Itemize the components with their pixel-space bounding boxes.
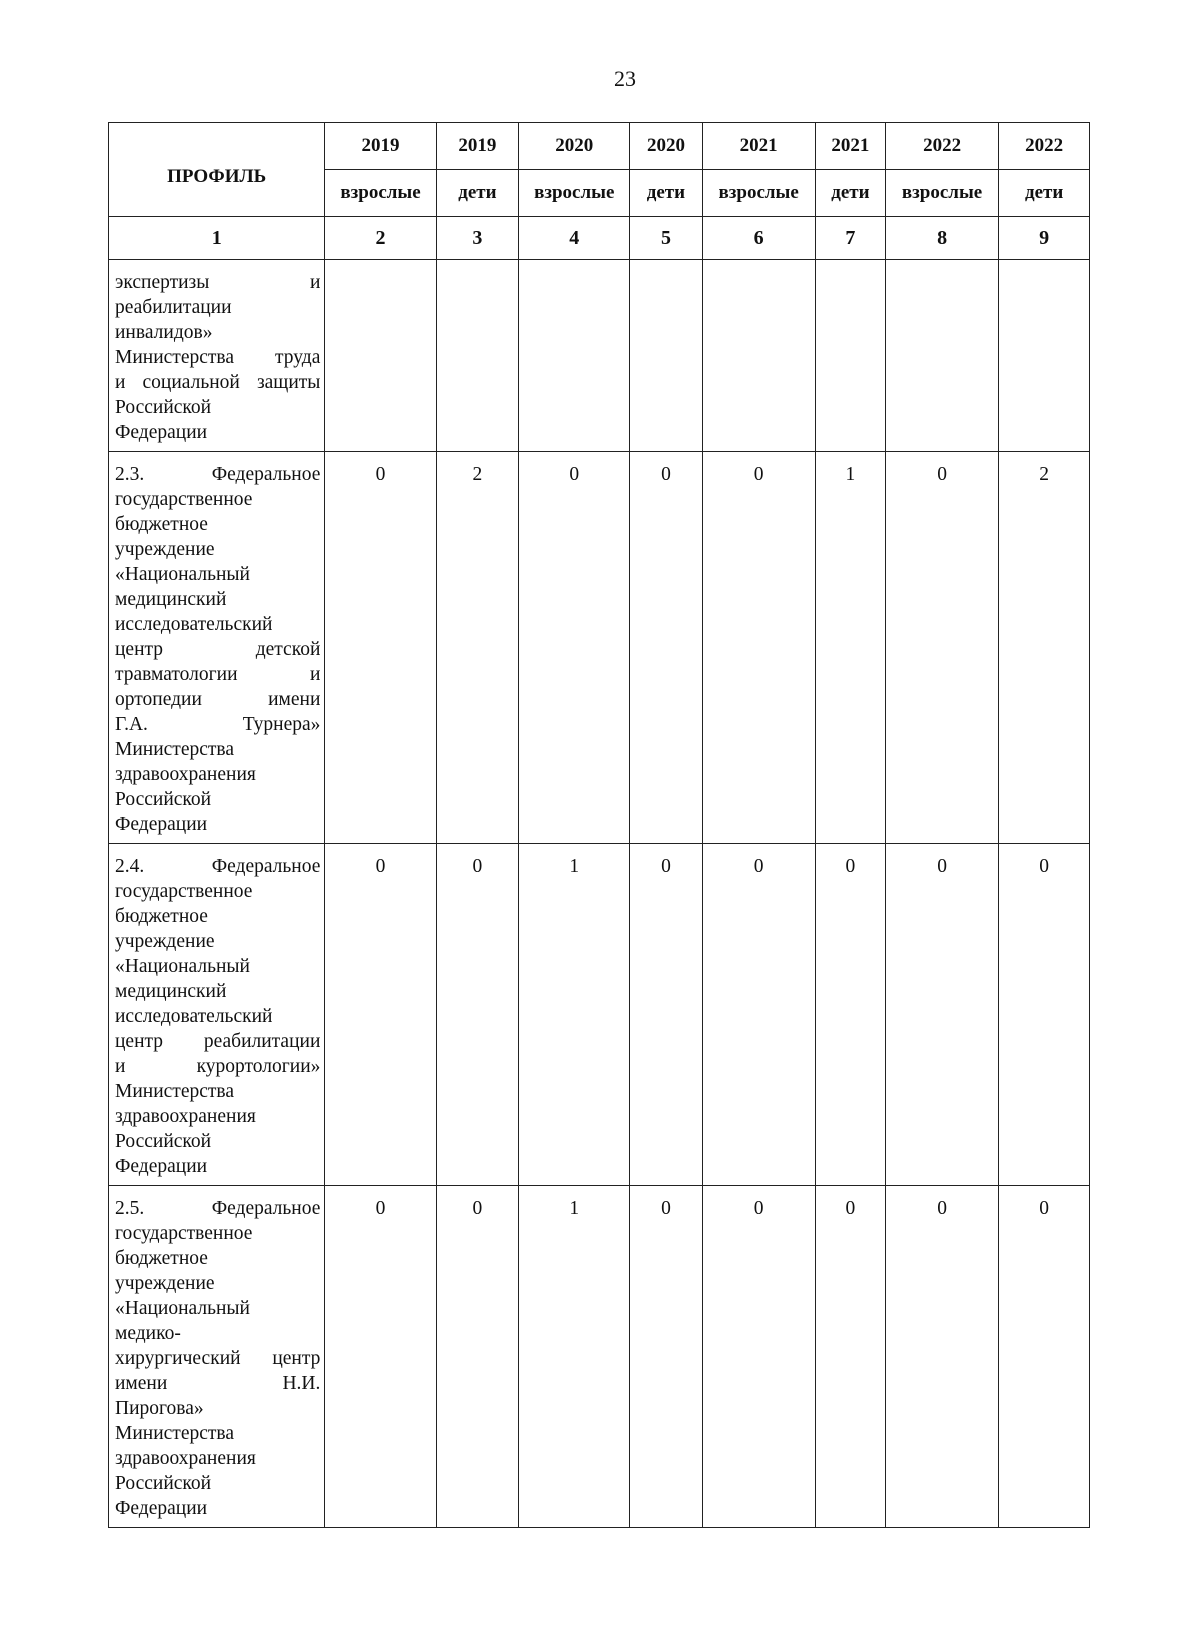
name-line: Российской [115, 789, 212, 810]
value-cell: 0 [325, 844, 436, 1186]
value-cell [325, 260, 436, 452]
year-header: 2020 [630, 123, 702, 170]
column-number: 8 [885, 217, 998, 260]
institution-name [109, 452, 325, 844]
name-line: учреждение [115, 931, 215, 952]
name-line: Г.А. Турнера» [115, 714, 321, 735]
value-cell: 0 [325, 452, 436, 844]
value-cell: 0 [436, 844, 518, 1186]
column-number: 5 [630, 217, 702, 260]
name-line: Министерства труда [115, 347, 321, 368]
value-cell: 2 [436, 452, 518, 844]
year-header: 2019 [436, 123, 518, 170]
year-header-row [109, 123, 1090, 170]
name-line: здравоохранения [115, 1448, 256, 1469]
age-header: взрослые [702, 170, 815, 217]
name-line: медицинский [115, 981, 227, 1002]
name-line: Российской [115, 1473, 212, 1494]
value-cell: 0 [630, 1186, 702, 1528]
name-line: учреждение [115, 1273, 215, 1294]
name-line: Федерации [115, 422, 208, 443]
year-header: 2022 [885, 123, 998, 170]
name-line: имени Н.И. [115, 1373, 321, 1394]
value-cell: 0 [815, 1186, 885, 1528]
value-cell: 0 [702, 1186, 815, 1528]
age-header: дети [815, 170, 885, 217]
year-header: 2021 [815, 123, 885, 170]
value-cell [436, 260, 518, 452]
name-line: государственное [115, 881, 253, 902]
table-row [109, 1186, 1090, 1528]
value-cell [999, 260, 1090, 452]
value-cell: 2 [999, 452, 1090, 844]
value-cell: 0 [702, 844, 815, 1186]
name-line: медико- [115, 1323, 181, 1344]
column-number: 6 [702, 217, 815, 260]
name-line: Министерства [115, 739, 235, 760]
value-cell: 0 [885, 1186, 998, 1528]
name-line: 2.3. Федеральное [115, 464, 321, 485]
name-line: экспертизы и [115, 272, 321, 293]
name-line: ортопедии имени [115, 689, 321, 710]
value-cell: 0 [630, 844, 702, 1186]
value-cell [519, 260, 630, 452]
value-cell: 1 [815, 452, 885, 844]
name-line: травматологии и [115, 664, 321, 685]
name-line: Министерства [115, 1081, 235, 1102]
name-line: бюджетное [115, 906, 208, 927]
value-cell: 0 [999, 1186, 1090, 1528]
column-number: 3 [436, 217, 518, 260]
table-row [109, 260, 1090, 452]
value-cell [885, 260, 998, 452]
name-line: центр реабилитации [115, 1031, 321, 1052]
name-line: здравоохранения [115, 1106, 256, 1127]
table-body [109, 260, 1090, 1528]
value-cell: 0 [325, 1186, 436, 1528]
value-cell: 0 [630, 452, 702, 844]
name-line: 2.5. Федеральное [115, 1198, 321, 1219]
column-number: 7 [815, 217, 885, 260]
name-line: 2.4. Федеральное [115, 856, 321, 877]
name-line: исследовательский [115, 1006, 273, 1027]
age-header: взрослые [325, 170, 436, 217]
page-number: 23 [614, 66, 636, 91]
column-number: 1 [109, 217, 325, 260]
value-cell: 0 [999, 844, 1090, 1186]
name-line: Пирогова» [115, 1398, 204, 1419]
value-cell: 0 [885, 844, 998, 1186]
name-line: исследовательский [115, 614, 273, 635]
name-line: медицинский [115, 589, 227, 610]
value-cell: 0 [702, 452, 815, 844]
profile-header: ПРОФИЛЬ [109, 123, 325, 217]
column-number: 9 [999, 217, 1090, 260]
year-header: 2022 [999, 123, 1090, 170]
age-header: дети [436, 170, 518, 217]
column-number: 4 [519, 217, 630, 260]
name-line: учреждение [115, 539, 215, 560]
data-table [108, 122, 1090, 1528]
name-line: Российской [115, 1131, 212, 1152]
table-row [109, 452, 1090, 844]
name-line: Федерации [115, 1498, 208, 1519]
name-line: здравоохранения [115, 764, 256, 785]
name-line: «Национальный [115, 956, 250, 977]
name-line: центр детской [115, 639, 321, 660]
value-cell: 0 [815, 844, 885, 1186]
name-line: Российской [115, 397, 212, 418]
age-header: взрослые [885, 170, 998, 217]
value-cell [702, 260, 815, 452]
name-line: хирургический центр [115, 1348, 321, 1369]
name-line: государственное [115, 489, 253, 510]
name-line: реабилитации [115, 297, 232, 318]
year-header: 2020 [519, 123, 630, 170]
institution-name [109, 1186, 325, 1528]
year-header: 2021 [702, 123, 815, 170]
name-line: государственное [115, 1223, 253, 1244]
name-line: «Национальный [115, 564, 250, 585]
value-cell: 0 [885, 452, 998, 844]
age-header: взрослые [519, 170, 630, 217]
table-row [109, 844, 1090, 1186]
column-number: 2 [325, 217, 436, 260]
name-line: и курортологии» [115, 1056, 321, 1077]
column-number-row [109, 217, 1090, 260]
value-cell: 0 [519, 452, 630, 844]
value-cell: 1 [519, 844, 630, 1186]
name-line: бюджетное [115, 1248, 208, 1269]
name-line: Федерации [115, 1156, 208, 1177]
name-line: «Национальный [115, 1298, 250, 1319]
value-cell [815, 260, 885, 452]
institution-name [109, 844, 325, 1186]
age-header: дети [999, 170, 1090, 217]
year-header: 2019 [325, 123, 436, 170]
value-cell [630, 260, 702, 452]
name-line: бюджетное [115, 514, 208, 535]
age-header: дети [630, 170, 702, 217]
name-line: Федерации [115, 814, 208, 835]
name-line: и социальной защиты [115, 372, 321, 393]
name-line: инвалидов» [115, 322, 213, 343]
institution-name [109, 260, 325, 452]
name-line: Министерства [115, 1423, 235, 1444]
value-cell: 0 [436, 1186, 518, 1528]
value-cell: 1 [519, 1186, 630, 1528]
